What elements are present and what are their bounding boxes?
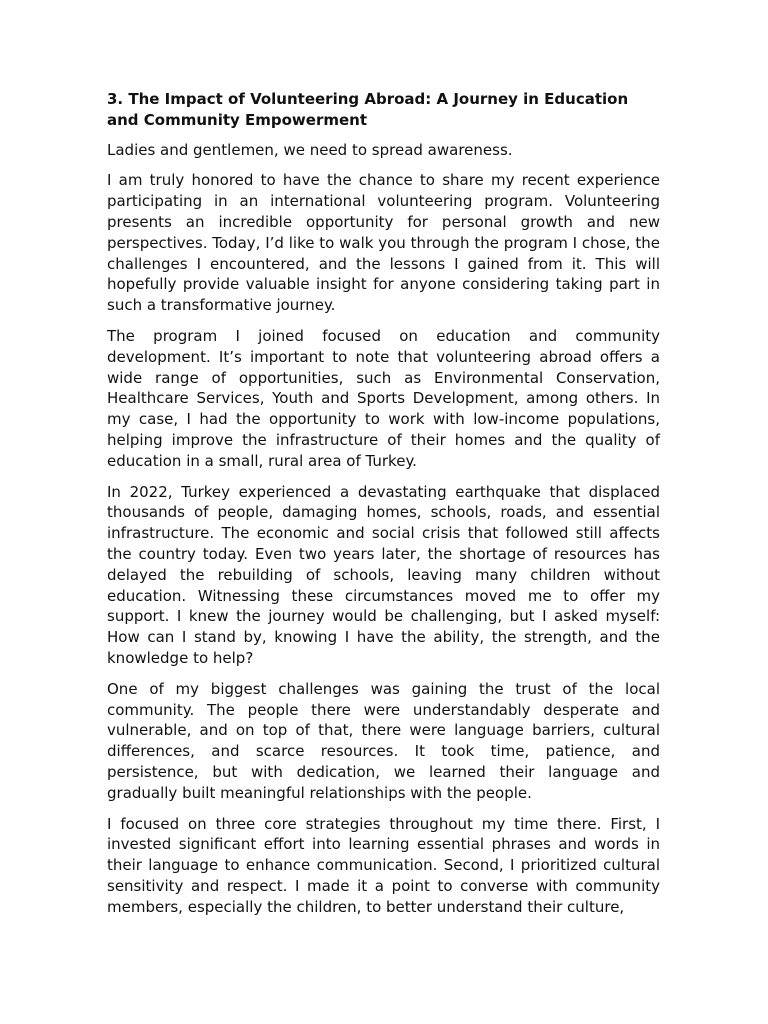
document-page [107, 89, 660, 927]
paragraph-program: The program I joined focused on education and community development. It’s important to note that volunteering abroad offers a wide range of opportunities, such as Environmental Conservation, Healthcare Services, Youth and Sports Development, among others. In my case, I had the opportunity to work with low-income populations, helping improve the infrastructure of their homes and the quality of education in a small, rural area of Turkey. [107, 326, 660, 470]
document-title: 3. The Impact of Volunteering Abroad: A Journey in Education and Community Empowerment [107, 90, 629, 129]
paragraph-intro: Ladies and gentlemen, we need to spread awareness. [107, 140, 513, 159]
paragraph-earthquake: In 2022, Turkey experienced a devastating earthquake that displaced thousands of people, damaging homes, schools, roads, and essential infrastructure. The economic and social crisis that followed still affects the country today. Even two years later, the shortage of resources has delayed the rebuilding of schools, leaving many children without education. Witnessing these circumstances moved me to offer my support. I knew the journey would be challenging, but I asked myself: How can I stand by, knowing I have the ability, the strength, and the knowledge to help? [107, 482, 660, 667]
paragraph-experience: I am truly honored to have the chance to share my recent experience participating in an international volunteering program. Volunteering presents an incredible opportunity for personal growth and new perspectives. Today, I’d like to walk you through the program I chose, the challenges I encountered, and the lessons I gained from it. This will hopefully provide valuable insight for anyone considering taking part in such a transformative journey. [107, 171, 660, 315]
paragraph-challenges: One of my biggest challenges was gaining the trust of the local community. The people there were understandably desperate and vulnerable, and on top of that, there were language barriers, cultural differences, and scarce resources. It took time, patience, and persistence, but with dedication, we learned their language and gradually built meaningful relationships with the people. [107, 679, 660, 802]
paragraph-strategies: I focused on three core strategies throughout my time there. First, I invested significant effort into learning essential phrases and words in their language to enhance communication. Second, I prioritized cultural sensitivity and respect. I made it a point to converse with community members, especially the children, to better understand their culture, [107, 814, 660, 916]
